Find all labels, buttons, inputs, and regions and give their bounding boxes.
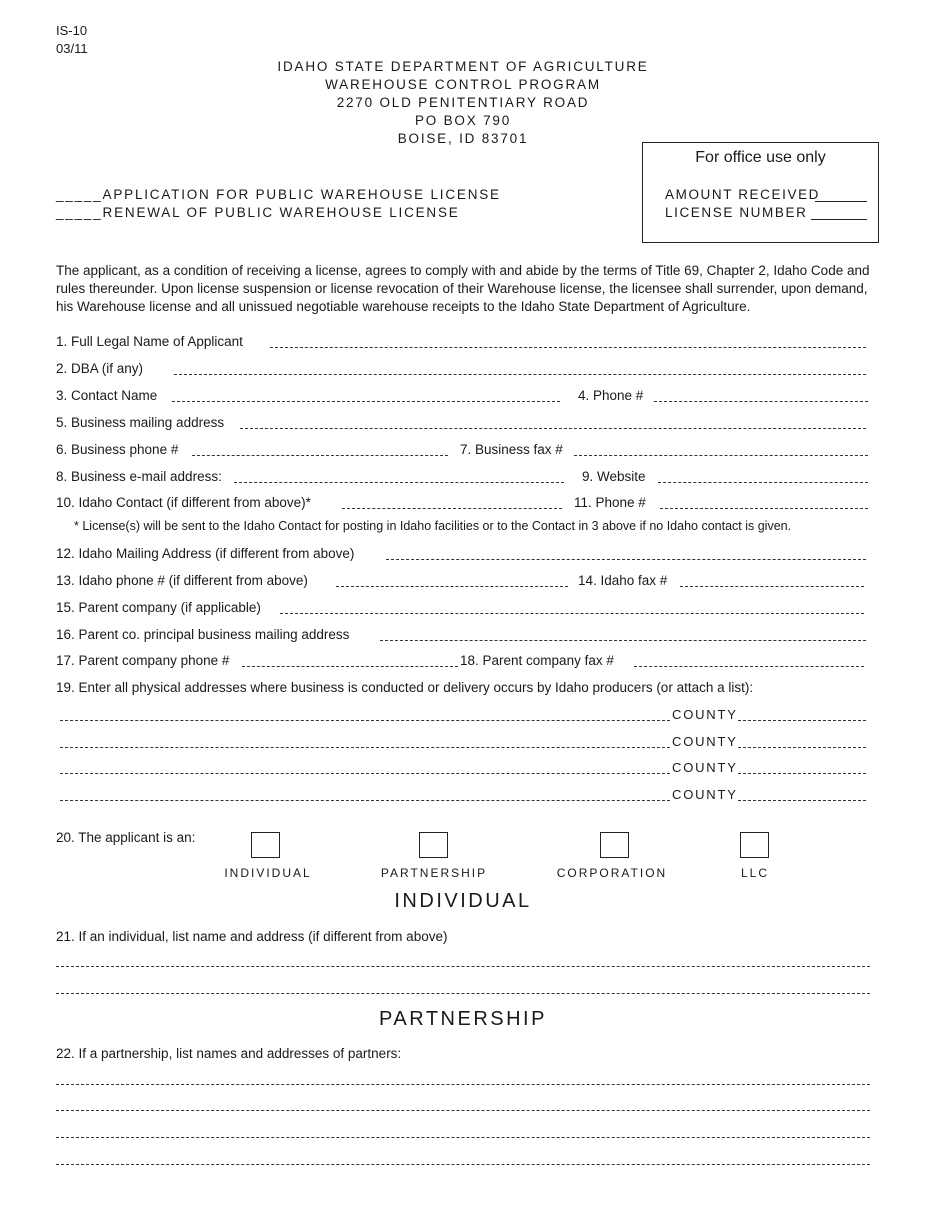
llc-label: LLC [740,866,769,880]
row-idaho-phone [56,571,872,591]
partnership-checkbox[interactable] [419,832,448,858]
county-label: COUNTY [672,760,738,775]
county-row [56,705,872,725]
idaho-contact-phone-field[interactable] [660,508,868,509]
parent-address-field[interactable] [380,640,866,641]
applicant-type-label: 20. The applicant is an: [56,830,196,845]
individual-section-title: INDIVIDUAL [394,890,532,912]
row-q22 [56,1044,872,1064]
partnership-line[interactable] [56,1110,870,1111]
row-physical-addresses [56,678,872,698]
legal-name-field[interactable] [270,347,866,348]
parent-phone-field[interactable] [242,666,458,667]
dba-field[interactable] [174,374,866,375]
header-line-4: PO BOX 790 [414,113,512,128]
dba-label: 2. DBA (if any) [56,361,144,376]
partnership-line[interactable] [56,1164,870,1165]
individual-line[interactable] [56,993,870,994]
partnership-line[interactable] [56,1137,870,1138]
individual-checkbox[interactable] [251,832,280,858]
address-field[interactable] [60,720,670,721]
county-label: COUNTY [672,734,738,749]
business-phone-label: 6. Business phone # [56,442,179,457]
county-field[interactable] [738,720,866,721]
row-idaho-contact [56,493,872,513]
email-label: 8. Business e-mail address: [56,469,222,484]
idaho-phone-label: 13. Idaho phone # (if different from above) [56,573,308,588]
license-number-field[interactable] [811,219,867,220]
idaho-contact-field[interactable] [342,508,562,509]
website-field[interactable] [658,482,868,483]
row-parent-company [56,598,872,618]
parent-company-field[interactable] [280,613,864,614]
county-row [56,758,872,778]
idaho-contact-phone-label: 11. Phone # [574,495,646,510]
contact-name-label: 3. Contact Name [56,388,158,403]
parent-phone-label: 17. Parent company phone # [56,653,230,668]
address-field[interactable] [60,773,670,774]
partnership-line[interactable] [56,1084,870,1085]
partnership-section-title: PARTNERSHIP [379,1008,547,1030]
row-legal-name [56,332,872,352]
contact-name-field[interactable] [172,401,560,402]
legal-name-label: 1. Full Legal Name of Applicant [56,334,243,349]
q22-label: 22. If a partnership, list names and addresses of partners: [56,1046,402,1061]
corporation-label: CORPORATION [556,866,668,880]
row-dba [56,359,872,379]
row-mailing-address [56,413,872,433]
county-row [56,732,872,752]
individual-line[interactable] [56,966,870,967]
parent-fax-field[interactable] [634,666,864,667]
email-field[interactable] [234,482,564,483]
physical-addresses-label: 19. Enter all physical addresses where business is conducted or delivery occurs by Idaho producers (or attach a list): [56,680,754,695]
idaho-fax-label: 14. Idaho fax # [578,573,668,588]
row-parent-address [56,625,872,645]
form-date: 03/11 [56,41,88,56]
mailing-address-label: 5. Business mailing address [56,415,225,430]
county-label: COUNTY [672,707,738,722]
county-row [56,785,872,805]
form-code-block [56,22,88,58]
individual-label: INDIVIDUAL [224,866,312,880]
amount-received-label: AMOUNT RECEIVED [665,187,821,202]
application-new-line[interactable]: _____APPLICATION FOR PUBLIC WAREHOUSE LICENSE [56,187,501,202]
website-label: 9. Website [582,469,646,484]
address-field[interactable] [60,800,670,801]
phone-label: 4. Phone # [578,388,644,403]
header-line-1: IDAHO STATE DEPARTMENT OF AGRICULTURE [277,59,649,74]
llc-checkbox[interactable] [740,832,769,858]
business-phone-field[interactable] [192,455,448,456]
contact-note: * License(s) will be sent to the Idaho Contact for posting in Idaho facilities or to the Contact in 3 above if no Idaho contact is given. [74,519,792,533]
row-contact [56,386,872,406]
parent-company-label: 15. Parent company (if applicable) [56,600,261,615]
phone-field[interactable] [654,401,868,402]
application-type [56,186,501,222]
header-line-5: BOISE, ID 83701 [397,131,529,146]
license-number-label: LICENSE NUMBER [665,205,808,220]
idaho-fax-field[interactable] [680,586,864,587]
idaho-phone-field[interactable] [336,586,568,587]
row-idaho-mailing [56,544,872,564]
header-line-3: 2270 OLD PENITENTIARY ROAD [336,95,590,110]
address-field[interactable] [60,747,670,748]
idaho-mailing-field[interactable] [386,559,866,560]
row-email [56,467,872,487]
row-business-phone [56,440,872,460]
business-fax-field[interactable] [574,455,868,456]
header-line-2: WAREHOUSE CONTROL PROGRAM [325,77,601,92]
office-use-box [642,142,879,243]
q21-label: 21. If an individual, list name and address (if different from above) [56,929,448,944]
form-code: IS-10 [56,23,88,38]
county-field[interactable] [738,747,866,748]
parent-address-label: 16. Parent co. principal business mailing address [56,627,350,642]
county-field[interactable] [738,773,866,774]
office-use-title: For office use only [695,149,826,166]
idaho-mailing-label: 12. Idaho Mailing Address (if different from above) [56,546,355,561]
county-label: COUNTY [672,787,738,802]
application-renewal-line[interactable]: _____RENEWAL OF PUBLIC WAREHOUSE LICENSE [56,205,460,220]
parent-fax-label: 18. Parent company fax # [460,653,614,668]
row-q21 [56,927,872,947]
agency-header [0,58,926,148]
county-field[interactable] [738,800,866,801]
corporation-checkbox[interactable] [600,832,629,858]
partnership-label: PARTNERSHIP [380,866,488,880]
mailing-address-field[interactable] [240,428,866,429]
intro-paragraph: The applicant, as a condition of receiving a license, agrees to comply with and abide by the terms of Title 69, Chapter 2, Idaho Code and rules thereunder. Upon license suspension or license revocation of their Warehouse license, the licensee shall surrender, upon demand, his Warehouse license and all unissued negotiable warehouse receipts to the Idaho State Department of Agriculture. [56,263,870,314]
business-fax-label: 7. Business fax # [460,442,563,457]
amount-received-field[interactable] [815,201,867,202]
row-parent-phone [56,651,872,671]
idaho-contact-label: 10. Idaho Contact (if different from above)* [56,495,311,510]
